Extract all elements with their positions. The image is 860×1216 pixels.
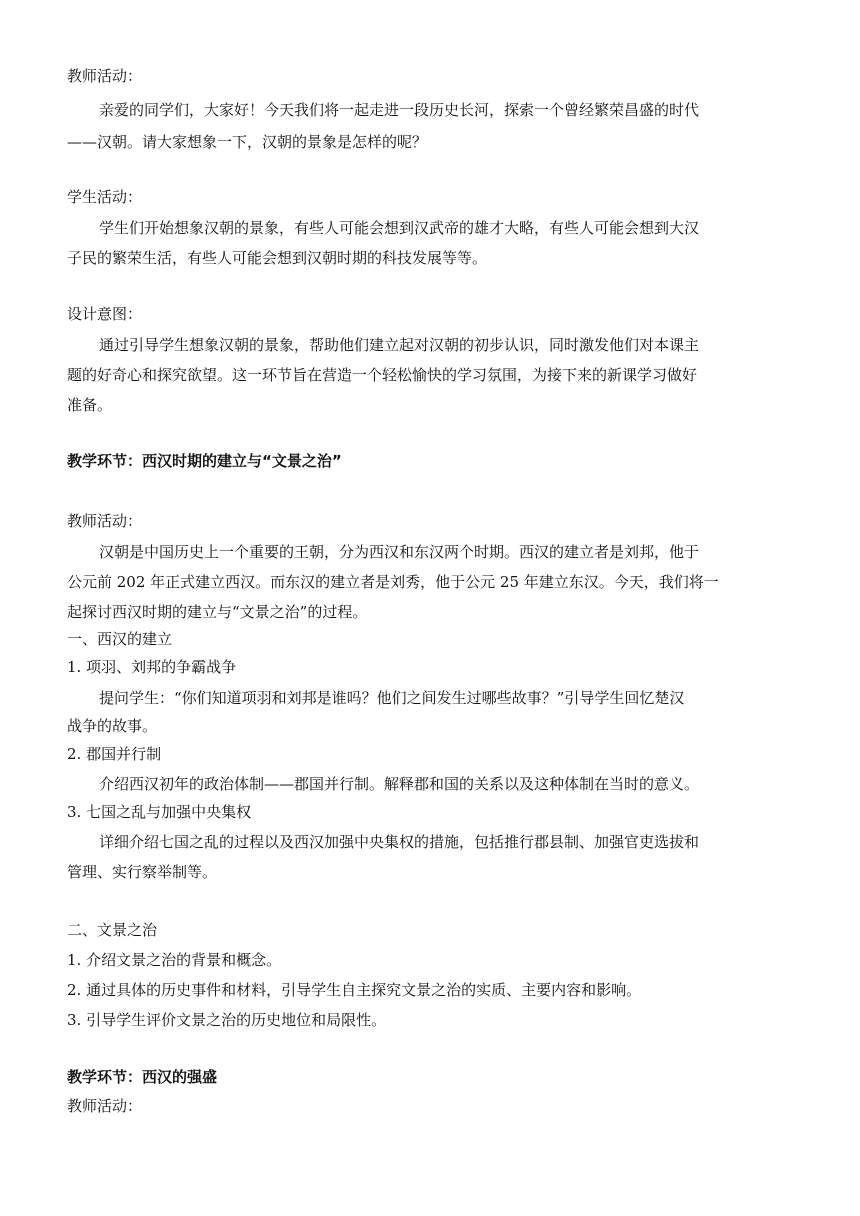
student-activity-label: 学生活动：	[67, 188, 143, 206]
teacher-activity-label: 教师活动：	[67, 67, 143, 85]
section-heading: 教学环节：西汉时期的建立与“文景之治”	[67, 452, 342, 470]
part-title: 二、文景之治	[67, 921, 158, 939]
paragraph-line: 准备。	[67, 396, 113, 414]
list-item: 3. 七国之乱与加强中央集权	[67, 803, 252, 821]
teacher-activity-label: 教师活动：	[67, 512, 143, 530]
paragraph-line: 管理、实行察举制等。	[67, 863, 218, 881]
design-intent-label: 设计意图：	[67, 305, 143, 323]
part-title: 一、西汉的建立	[67, 630, 173, 648]
list-item: 1. 项羽、刘邦的争霸战争	[67, 658, 237, 676]
paragraph-line: 提问学生：“你们知道项羽和刘邦是谁吗？他们之间发生过哪些故事？”引导学生回忆楚汉	[99, 689, 685, 707]
paragraph-line: ——汉朝。请大家想象一下，汉朝的景象是怎样的呢？	[67, 133, 428, 151]
paragraph-line: 题的好奇心和探究欲望。这一环节旨在营造一个轻松愉快的学习氛围，为接下来的新课学习做好	[67, 366, 698, 384]
list-item: 2. 通过具体的历史事件和材料，引导学生自主探究文景之治的实质、主要内容和影响。	[67, 981, 642, 999]
paragraph-line: 介绍西汉初年的政治体制——郡国并行制。解释郡和国的关系以及这种体制在当时的意义。	[99, 775, 700, 793]
paragraph-line: 汉朝是中国历史上一个重要的王朝，分为西汉和东汉两个时期。西汉的建立者是刘邦，他于	[99, 543, 700, 561]
list-item: 3. 引导学生评价文景之治的历史地位和局限性。	[67, 1011, 387, 1029]
list-item: 2. 郡国并行制	[67, 745, 162, 763]
paragraph-line: 公元前 202 年正式建立西汉。而东汉的建立者是刘秀，他于公元 25 年建立东汉。今天，我们将一	[67, 573, 719, 591]
paragraph-line: 详细介绍七国之乱的过程以及西汉加强中央集权的措施，包括推行郡县制、加强官吏选拔和	[99, 833, 700, 851]
paragraph-line: 子民的繁荣生活，有些人可能会想到汉朝时期的科技发展等等。	[67, 249, 488, 267]
paragraph-line: 亲爱的同学们，大家好！今天我们将一起走进一段历史长河，探索一个曾经繁荣昌盛的时代	[99, 101, 700, 119]
list-item: 1. 介绍文景之治的背景和概念。	[67, 951, 282, 969]
paragraph-line: 通过引导学生想象汉朝的景象，帮助他们建立起对汉朝的初步认识，同时激发他们对本课主	[99, 336, 700, 354]
paragraph-line: 起探讨西汉时期的建立与“文景之治”的过程。	[67, 603, 368, 621]
section-heading: 教学环节：西汉的强盛	[67, 1068, 218, 1086]
paragraph-line: 战争的故事。	[67, 717, 158, 735]
teacher-activity-label: 教师活动：	[67, 1097, 143, 1115]
paragraph-line: 学生们开始想象汉朝的景象，有些人可能会想到汉武帝的雄才大略，有些人可能会想到大汉	[99, 219, 700, 237]
